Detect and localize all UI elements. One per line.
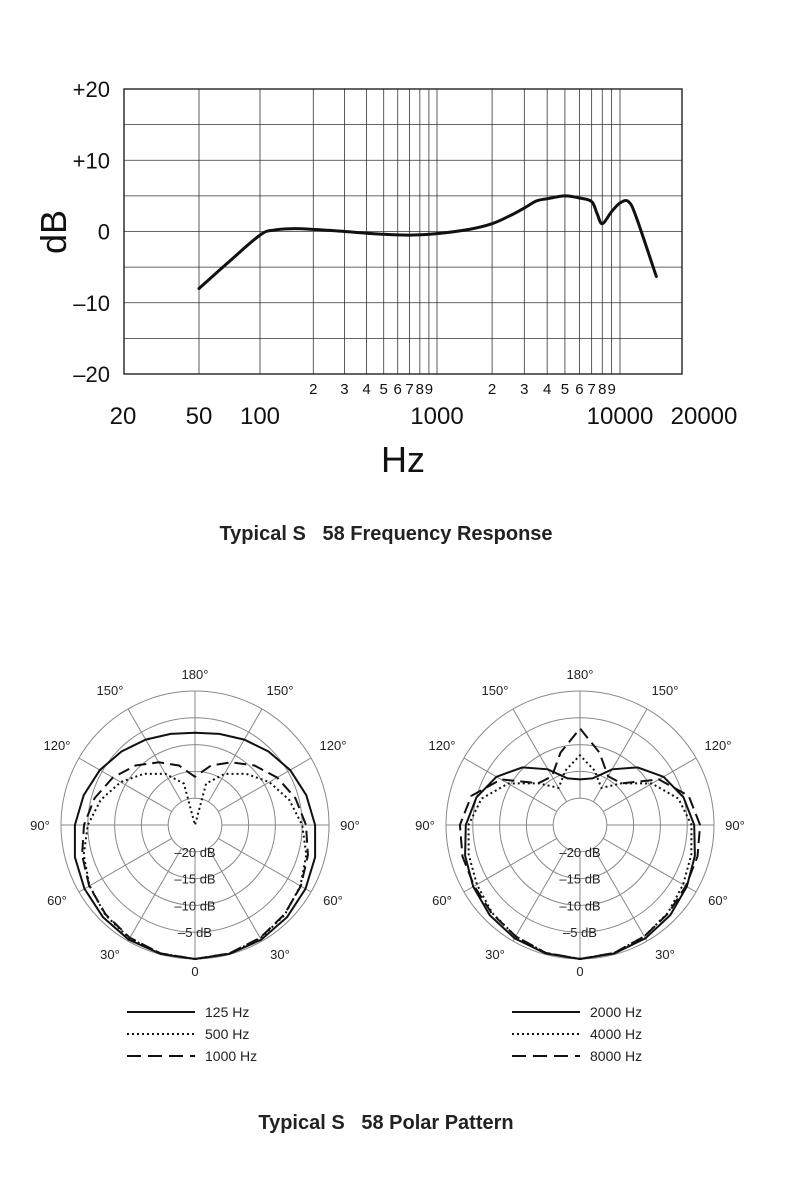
y-tick-label: +20 (72, 77, 110, 102)
legend-label: 1000 Hz (205, 1048, 258, 1064)
polar-angle-label: 90° (415, 818, 435, 833)
polar-ring (168, 798, 222, 852)
y-tick-label: –10 (73, 290, 110, 316)
x-major-tick-label: 10000 (586, 403, 654, 430)
frequency-response-curve (199, 196, 656, 289)
x-major-tick-label: 20000 (670, 403, 738, 430)
legend-label: 8000 Hz (590, 1048, 643, 1064)
polar-angle-label: 120° (704, 738, 732, 753)
polar-spoke (128, 709, 182, 802)
x-minor-tick-label: 5 (560, 381, 570, 398)
polar-angle-label: 0 (191, 964, 199, 979)
x-minor-tick-label: 9 (424, 381, 434, 398)
polar-spoke (464, 838, 557, 892)
polar-ring-label: –10 dB (174, 898, 216, 914)
x-minor-tick-label: 3 (340, 381, 349, 398)
polar-angle-label: 180° (181, 667, 209, 682)
x-major-tick-label: 50 (185, 403, 213, 430)
polar-ring-label: –20 dB (559, 844, 601, 860)
polar-spoke (513, 848, 567, 941)
polar-angle-label: 30° (270, 947, 290, 962)
x-minor-tick-label: 4 (362, 381, 371, 398)
polar-ring-label: –10 dB (559, 898, 601, 914)
polar-angle-label: 60° (47, 893, 67, 908)
polar-angle-label: 150° (481, 683, 509, 698)
polar-angle-label: 30° (100, 947, 120, 962)
x-minor-tick-label: 8 (598, 381, 607, 398)
x-minor-tick-label: 3 (520, 381, 529, 398)
polar-angle-label: 30° (485, 947, 505, 962)
y-tick-label: 0 (97, 219, 110, 245)
polar-angle-label: 120° (319, 738, 347, 753)
y-tick-label: –20 (73, 362, 110, 387)
polar-angle-label: 90° (725, 818, 745, 833)
legend-label: 2000 Hz (590, 1004, 643, 1020)
polar-panel-right (415, 667, 745, 1064)
x-minor-tick-label: 4 (543, 381, 552, 398)
polar-ring-label: –15 dB (174, 871, 216, 887)
y-tick-label: +10 (72, 148, 110, 174)
polar-ring-label: –5 dB (178, 925, 212, 941)
polar-angle-label: 90° (340, 818, 360, 833)
x-minor-tick-label: 5 (379, 381, 388, 398)
x-minor-tick-label: 9 (607, 381, 616, 398)
polar-spoke (79, 838, 172, 892)
polar-angle-label: 120° (43, 738, 71, 753)
polar-spoke (79, 758, 172, 812)
y-axis-title: dB (33, 209, 74, 255)
polar-ring-label: –15 dB (559, 871, 601, 887)
legend-label: 4000 Hz (590, 1026, 643, 1042)
frequency-response-tick-labels (73, 77, 738, 430)
polar-spoke (218, 838, 311, 892)
polar-spoke (593, 848, 647, 941)
polar-spoke (208, 709, 262, 802)
polar-ring-label: –5 dB (563, 925, 597, 941)
frequency-response-title: Typical S 58 Frequency Response (219, 523, 553, 545)
polar-ring-label: –20 dB (174, 844, 216, 860)
x-minor-tick-label: 6 (393, 381, 402, 398)
frequency-response-grid (124, 89, 682, 374)
polar-angle-label: 150° (266, 683, 294, 698)
polar-angle-label: 60° (323, 893, 343, 908)
x-minor-tick-label: 8 (415, 381, 425, 398)
x-minor-tick-label: 7 (587, 381, 596, 398)
polar-spoke (208, 848, 262, 941)
x-minor-tick-label: 2 (487, 381, 497, 398)
legend-label: 125 Hz (205, 1004, 250, 1020)
x-minor-tick-label: 2 (309, 381, 318, 398)
x-major-tick-label: 1000 (410, 403, 464, 430)
polar-angle-label: 60° (432, 893, 452, 908)
polar-angle-label: 120° (428, 738, 456, 753)
polar-angle-label: 0 (576, 964, 584, 979)
polar-ring (553, 798, 607, 852)
polar-angle-label: 90° (30, 818, 50, 833)
polar-pattern-title: Typical S 58 Polar Pattern (258, 1112, 514, 1134)
polar-spoke (128, 848, 182, 941)
x-axis-title: Hz (381, 439, 425, 480)
polar-angle-label: 150° (96, 683, 124, 698)
polar-angle-label: 180° (566, 667, 594, 682)
polar-spoke (603, 838, 696, 892)
x-minor-tick-label: 6 (575, 381, 584, 398)
polar-angle-label: 150° (651, 683, 679, 698)
legend-label: 500 Hz (205, 1026, 250, 1042)
x-major-tick-label: 100 (239, 403, 281, 430)
x-minor-tick-label: 7 (405, 381, 414, 398)
polar-panel-left (30, 667, 360, 1064)
x-major-tick-label: 20 (109, 403, 137, 430)
polar-angle-label: 60° (708, 893, 728, 908)
polar-angle-label: 30° (655, 947, 675, 962)
